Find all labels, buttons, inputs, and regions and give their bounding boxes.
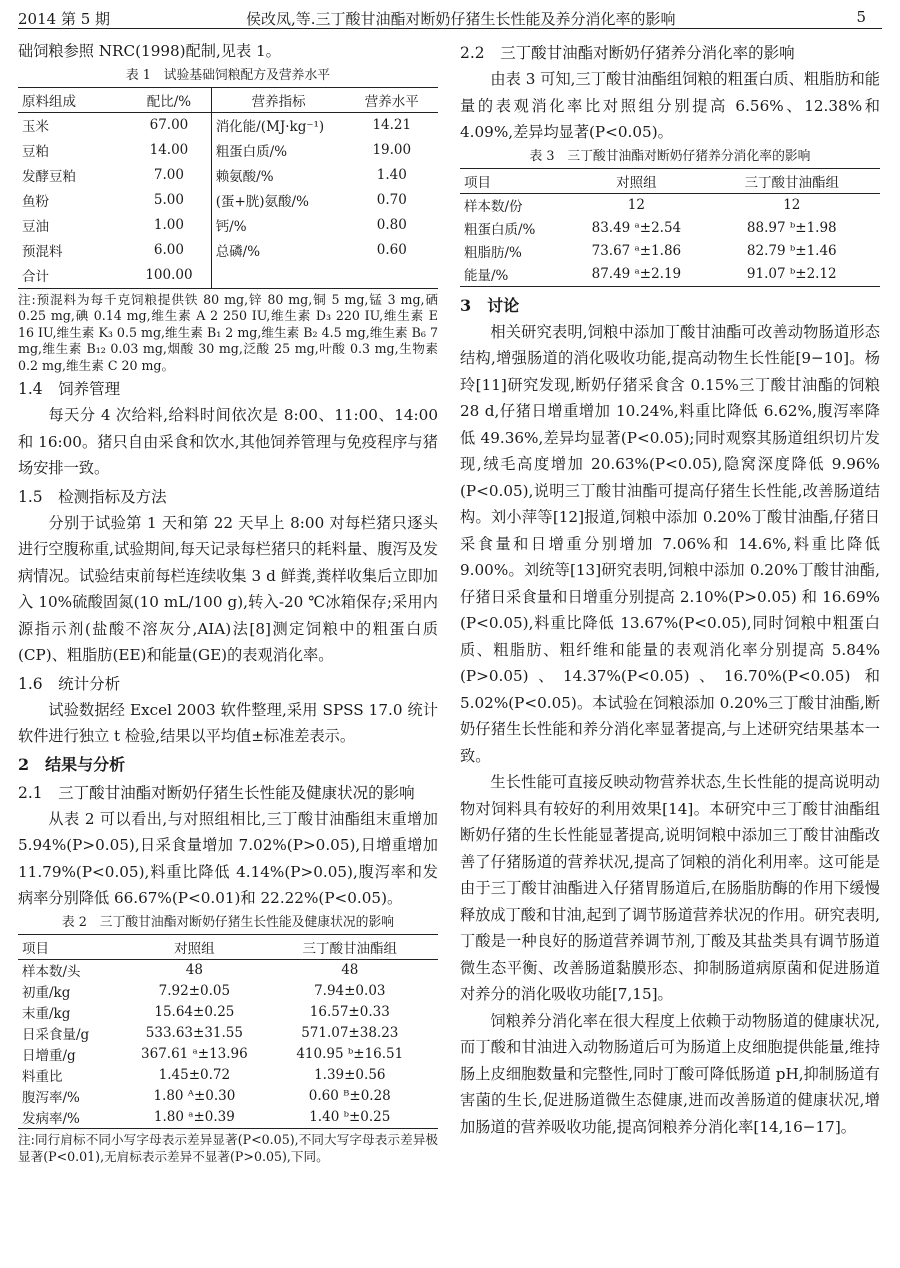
page-number: 5 [856,8,866,26]
table-row [18,163,438,188]
table2-caption: 表 2 三丁酸甘油酯对断奶仔猪生长性能及健康状况的影响 [61,914,395,930]
table-row [18,1107,438,1129]
table-cell: 100.00 [127,263,211,289]
table3-body [460,193,880,286]
table-cell: 533.63±31.55 [145,1025,243,1042]
section-2-title: 2 结果与分析 [18,754,126,774]
table-cell: 粗蛋白质/% [215,144,288,160]
discussion-paragraph-1: 相关研究表明,饲粮中添加丁酸甘油酯可改善动物肠道形态结构,增强肠道的消化吸收功能,提高动物生长性能[9−10]。杨玲[11]研究发现,断奶仔猪采食含 0.15%三丁酸甘油酯的饲粮 28 d,仔猪日增重增加 10.24%,料重比降低 6.62%,腹泻率降低 49.36%,差异均显著(P<0.05);同时观察其肠道组织切片发现,绒毛高度增加 20.63%(P<0.05),隐窝深度降低 9.96%(P<0.05),说明三丁酸甘油酯可提高仔猪生长性能,改善肠道结构。刘小萍等[12]报道,饲粮中添加 0.20%丁酸甘油酯,仔猪日采食量和日增重分别增加 7.06%和 14.6%,料重比降低 9.00%。刘统等[13]研究表明,饲粮中添加 0.20%丁酸甘油酯,仔猪日采食量和日增重分别提高 2.10%(P>0.05) 和 16.69%(P<0.05),料重比降低 13.67%(P<0.05),同时饲粮中粗蛋白质、粗脂肪、粗纤维和能量的表观消化率分别提高 5.84%(P>0.05)、14.37%(P<0.05)、16.70%(P<0.05) 和 5.02%(P<0.05)。本试验在饲粮添加 0.20%三丁酸甘油酯,断奶仔猪生长性能和养分消化率显著提高,与上述研究结果基本一致。 [460,322,880,765]
table-cell: 1.00 [127,213,211,238]
table-cell: 赖氨酸/% [215,169,274,185]
table-row [460,193,880,217]
table-cell: 鱼粉 [22,194,49,210]
table-cell: 0.70 [376,192,407,208]
discussion-paragraph-3: 饲粮养分消化率在很大程度上依赖于动物肠道的健康状况,而丁酸和甘油进入动物肠道后可为肠道上皮细胞提供能量,维持肠上皮细胞数量和完整性,同时丁酸可降低肠道 pH,抑制肠道有害菌的生长,促进肠道微生态健康,进而改善肠道的健康状况,增加肠道的营养吸收功能,提高饲粮养分消化率[14,16−17]。 [460,1011,880,1136]
table2 [18,934,438,1129]
right-column [460,38,880,1140]
table1-header: 营养指标 [211,87,345,112]
table-row [18,981,438,1002]
table-cell: 48 [341,962,359,979]
table-cell: 367.61 ᵃ±13.96 [141,1046,248,1063]
table-cell: 7.94±0.03 [314,983,386,1000]
table-cell: 消化能/(MJ·kg⁻¹) [215,119,325,135]
table1 [18,87,438,289]
table1-header: 原料组成 [18,87,127,112]
table-cell: 0.80 [376,217,407,233]
table-row [460,217,880,240]
section-2-1-text: 从表 2 可以看出,与对照组相比,三丁酸甘油酯组末重增加 5.94%(P>0.05),日采食量增加 7.02%(P>0.05),日增重增加 11.79%(P<0.05),料重比降低 4.14%(P>0.05),腹泻率和发病率分别降低 66.67%(P<0.01)和 22.22%(P<0.05)。 [18,809,438,908]
table-row [18,1002,438,1023]
table1-body [18,112,438,288]
discussion-paragraph-2: 生长性能可直接反映动物营养状态,生长性能的提高说明动物对饲料具有较好的利用效果[14]。本研究中三丁酸甘油酯组断奶仔猪的生长性能显著提高,说明饲粮中添加三丁酸甘油酯改善了仔猪肠道的营养状况,提高了饲粮的消化利用率。这可能是由于三丁酸甘油酯进入仔猪胃肠道后,在肠脂肪酶的作用下缓慢释放成丁酸和甘油,起到了调节肠道营养状况的作用。研究表明,丁酸是一种良好的肠道营养调节剂,丁酸及其盐类具有调节肠道微生态平衡、改善肠道黏膜形态、抑制肠道病原菌和促进肠道对养分的消化吸收功能[7,15]。 [460,773,880,1003]
table3-header: 三丁酸甘油酯组 [704,168,880,193]
section-1-6-text: 试验数据经 Excel 2003 软件整理,采用 SPSS 17.0 统计软件进行独立 t 检验,结果以平均值±标准差表示。 [18,700,438,746]
table2-note: 注:同行肩标不同小写字母表示差异显著(P<0.05),不同大写字母表示差异极显著(P<0.01),无肩标表示差异不显著(P>0.05),下同。 [18,1131,438,1164]
section-1-6-title: 1.6 统计分析 [18,674,121,693]
table-row [18,188,438,213]
table-cell: 1.39±0.56 [314,1067,386,1084]
table-cell: 合计 [18,263,127,289]
table-row [18,138,438,163]
table3 [460,168,880,287]
table-cell: 5.00 [127,188,211,213]
table-row [18,238,438,263]
table-cell: 6.00 [127,238,211,263]
table-cell: 16.57±0.33 [309,1004,390,1021]
table-cell: 初重/kg [22,985,71,1002]
table-cell: 14.00 [127,138,211,163]
table2-header: 对照组 [127,934,261,959]
table-cell: 0.60 [376,242,407,258]
table-cell: 410.95 ᵇ±16.51 [296,1046,404,1063]
table-cell: 玉米 [22,119,49,135]
table-cell: 总磷/% [215,244,261,260]
table-cell: 48 [185,962,203,979]
table-cell: 腹泻率/% [22,1090,80,1107]
table1-header: 配比/% [127,87,211,112]
running-title: 侯改凤,等.三丁酸甘油酯对断奶仔猪生长性能及养分消化率的影响 [246,10,676,28]
table-cell: 19.00 [372,142,412,158]
table-cell: 发酵豆粕 [22,169,76,185]
table1-header: 营养水平 [346,87,438,112]
section-1-4-text: 每天分 4 次给料,给料时间依次是 8:00、11:00、14:00 和 16:00。猪只自由采食和饮水,其他饲养管理与免疫程序与猪场安排一致。 [18,406,438,478]
table-cell [211,263,345,289]
table-cell: 日采食量/g [22,1027,90,1044]
section-3-title: 3 讨论 [460,295,520,315]
section-1-4-title: 1.4 饲养管理 [18,380,121,399]
table-cell: 末重/kg [22,1006,71,1023]
table-row [18,263,438,289]
table-cell: 15.64±0.25 [154,1004,235,1021]
table-cell: 7.00 [127,163,211,188]
table1-note: 注:预混料为每千克饲粮提供铁 80 mg,锌 80 mg,铜 5 mg,锰 3 mg,硒 0.25 mg,碘 0.14 mg,维生素 A 2 250 IU,维生素 D₃ 220 IU,维生素 E 16 IU,维生素 K₃ 0.5 mg,维生素 B₁ 2 mg,维生素 B₂ 4.5 mg,维生素 B₆ 7 mg,维生素 B₁₂ 0.03 mg,烟酸 30 mg,泛酸 25 mg,叶酸 0.3 mg,生物素 0.2 mg,维生素 C 20 mg。 [18,291,438,373]
table-cell: 样本数/份 [464,199,523,215]
table-cell: 87.49 ᵃ±2.19 [569,263,703,287]
table-cell: 料重比 [22,1069,63,1086]
table-cell: 样本数/头 [22,964,81,981]
table-row [18,1065,438,1086]
table-cell: 0.60 ᴮ±0.28 [308,1088,391,1105]
section-2-1-title: 2.1 三丁酸甘油酯对断奶仔猪生长性能及健康状况的影响 [18,783,415,802]
table-cell: 91.07 ᵇ±2.12 [704,263,880,287]
table-cell: 12 [627,197,645,213]
table-cell: 粗蛋白质/% [464,222,536,238]
section-1-5-title: 1.5 检测指标及方法 [18,487,167,506]
table3-header: 项目 [460,168,569,193]
table-cell [346,263,438,289]
table2-header: 项目 [18,934,127,959]
table-cell: 1.40 [376,167,407,183]
section-2-2-title: 2.2 三丁酸甘油酯对断奶仔猪养分消化率的影响 [460,44,795,62]
table2-header: 三丁酸甘油酯组 [262,934,438,959]
table-cell: 1.80 ᵃ±0.39 [127,1107,261,1129]
table-cell: 82.79 ᵇ±1.46 [746,243,837,259]
table-cell: 豆油 [22,219,49,235]
table-row [460,263,880,287]
table-cell: 1.45±0.72 [158,1067,231,1084]
table-cell: 发病率/% [18,1107,127,1129]
table1-caption: 表 1 试验基础饲粮配方及营养水平 [125,67,331,83]
table3-caption: 表 3 三丁酸甘油酯对断奶仔猪养分消化率的影响 [529,148,811,164]
table-cell: 83.49 ᵃ±2.54 [591,220,682,236]
table-cell: 88.97 ᵇ±1.98 [746,220,837,236]
table-cell: 12 [783,197,801,213]
table-cell: 钙/% [215,219,247,235]
table-cell: 571.07±38.23 [301,1025,399,1042]
table-row [18,112,438,138]
intro-line: 础饲粮参照 NRC(1998)配制,见表 1。 [18,42,281,60]
left-column [18,38,438,1165]
table-cell: 预混料 [22,244,63,260]
section-2-2-text: 由表 3 可知,三丁酸甘油酯组饲粮的粗蛋白质、粗脂肪和能量的表观消化率比对照组分别提高 6.56%、12.38%和 4.09%,差异均显著(P<0.05)。 [460,70,880,141]
table-cell: 粗脂肪/% [464,245,522,261]
table-cell: 1.80 ᴬ±0.30 [153,1088,236,1105]
table-cell: 能量/% [460,263,569,287]
table-row [18,1044,438,1065]
table-row [18,959,438,981]
table-row [18,1086,438,1107]
table-row [18,1023,438,1044]
table-cell: 1.40 ᵇ±0.25 [262,1107,438,1129]
table-row [18,213,438,238]
table-cell: 14.21 [372,117,412,133]
table-row [460,240,880,263]
issue-label: 2014 第 5 期 [18,10,111,28]
running-header [18,6,882,29]
table-cell: (蛋+胱)氨酸/% [215,194,309,210]
table2-body [18,959,438,1128]
table-cell: 豆粕 [22,144,49,160]
table-cell: 日增重/g [22,1048,76,1065]
table-cell: 67.00 [127,112,211,138]
table3-header: 对照组 [569,168,703,193]
table-cell: 73.67 ᵃ±1.86 [591,243,682,259]
section-1-5-text: 分别于试验第 1 天和第 22 天早上 8:00 对每栏猪只逐头进行空腹称重,试验期间,每天记录每栏猪只的耗料量、腹泻及发病情况。试验结束前每栏连续收集 3 d 鲜粪,粪样收集后立即加入 10%硫酸固氮(10 mL/100 g),转入-20 ℃冰箱保存;采用内源指示剂(盐酸不溶灰分,AIA)法[8]测定饲粮中的粗蛋白质(CP)、粗脂肪(EE)和能量(GE)的表观消化率。 [18,513,438,665]
table-cell: 7.92±0.05 [158,983,231,1000]
